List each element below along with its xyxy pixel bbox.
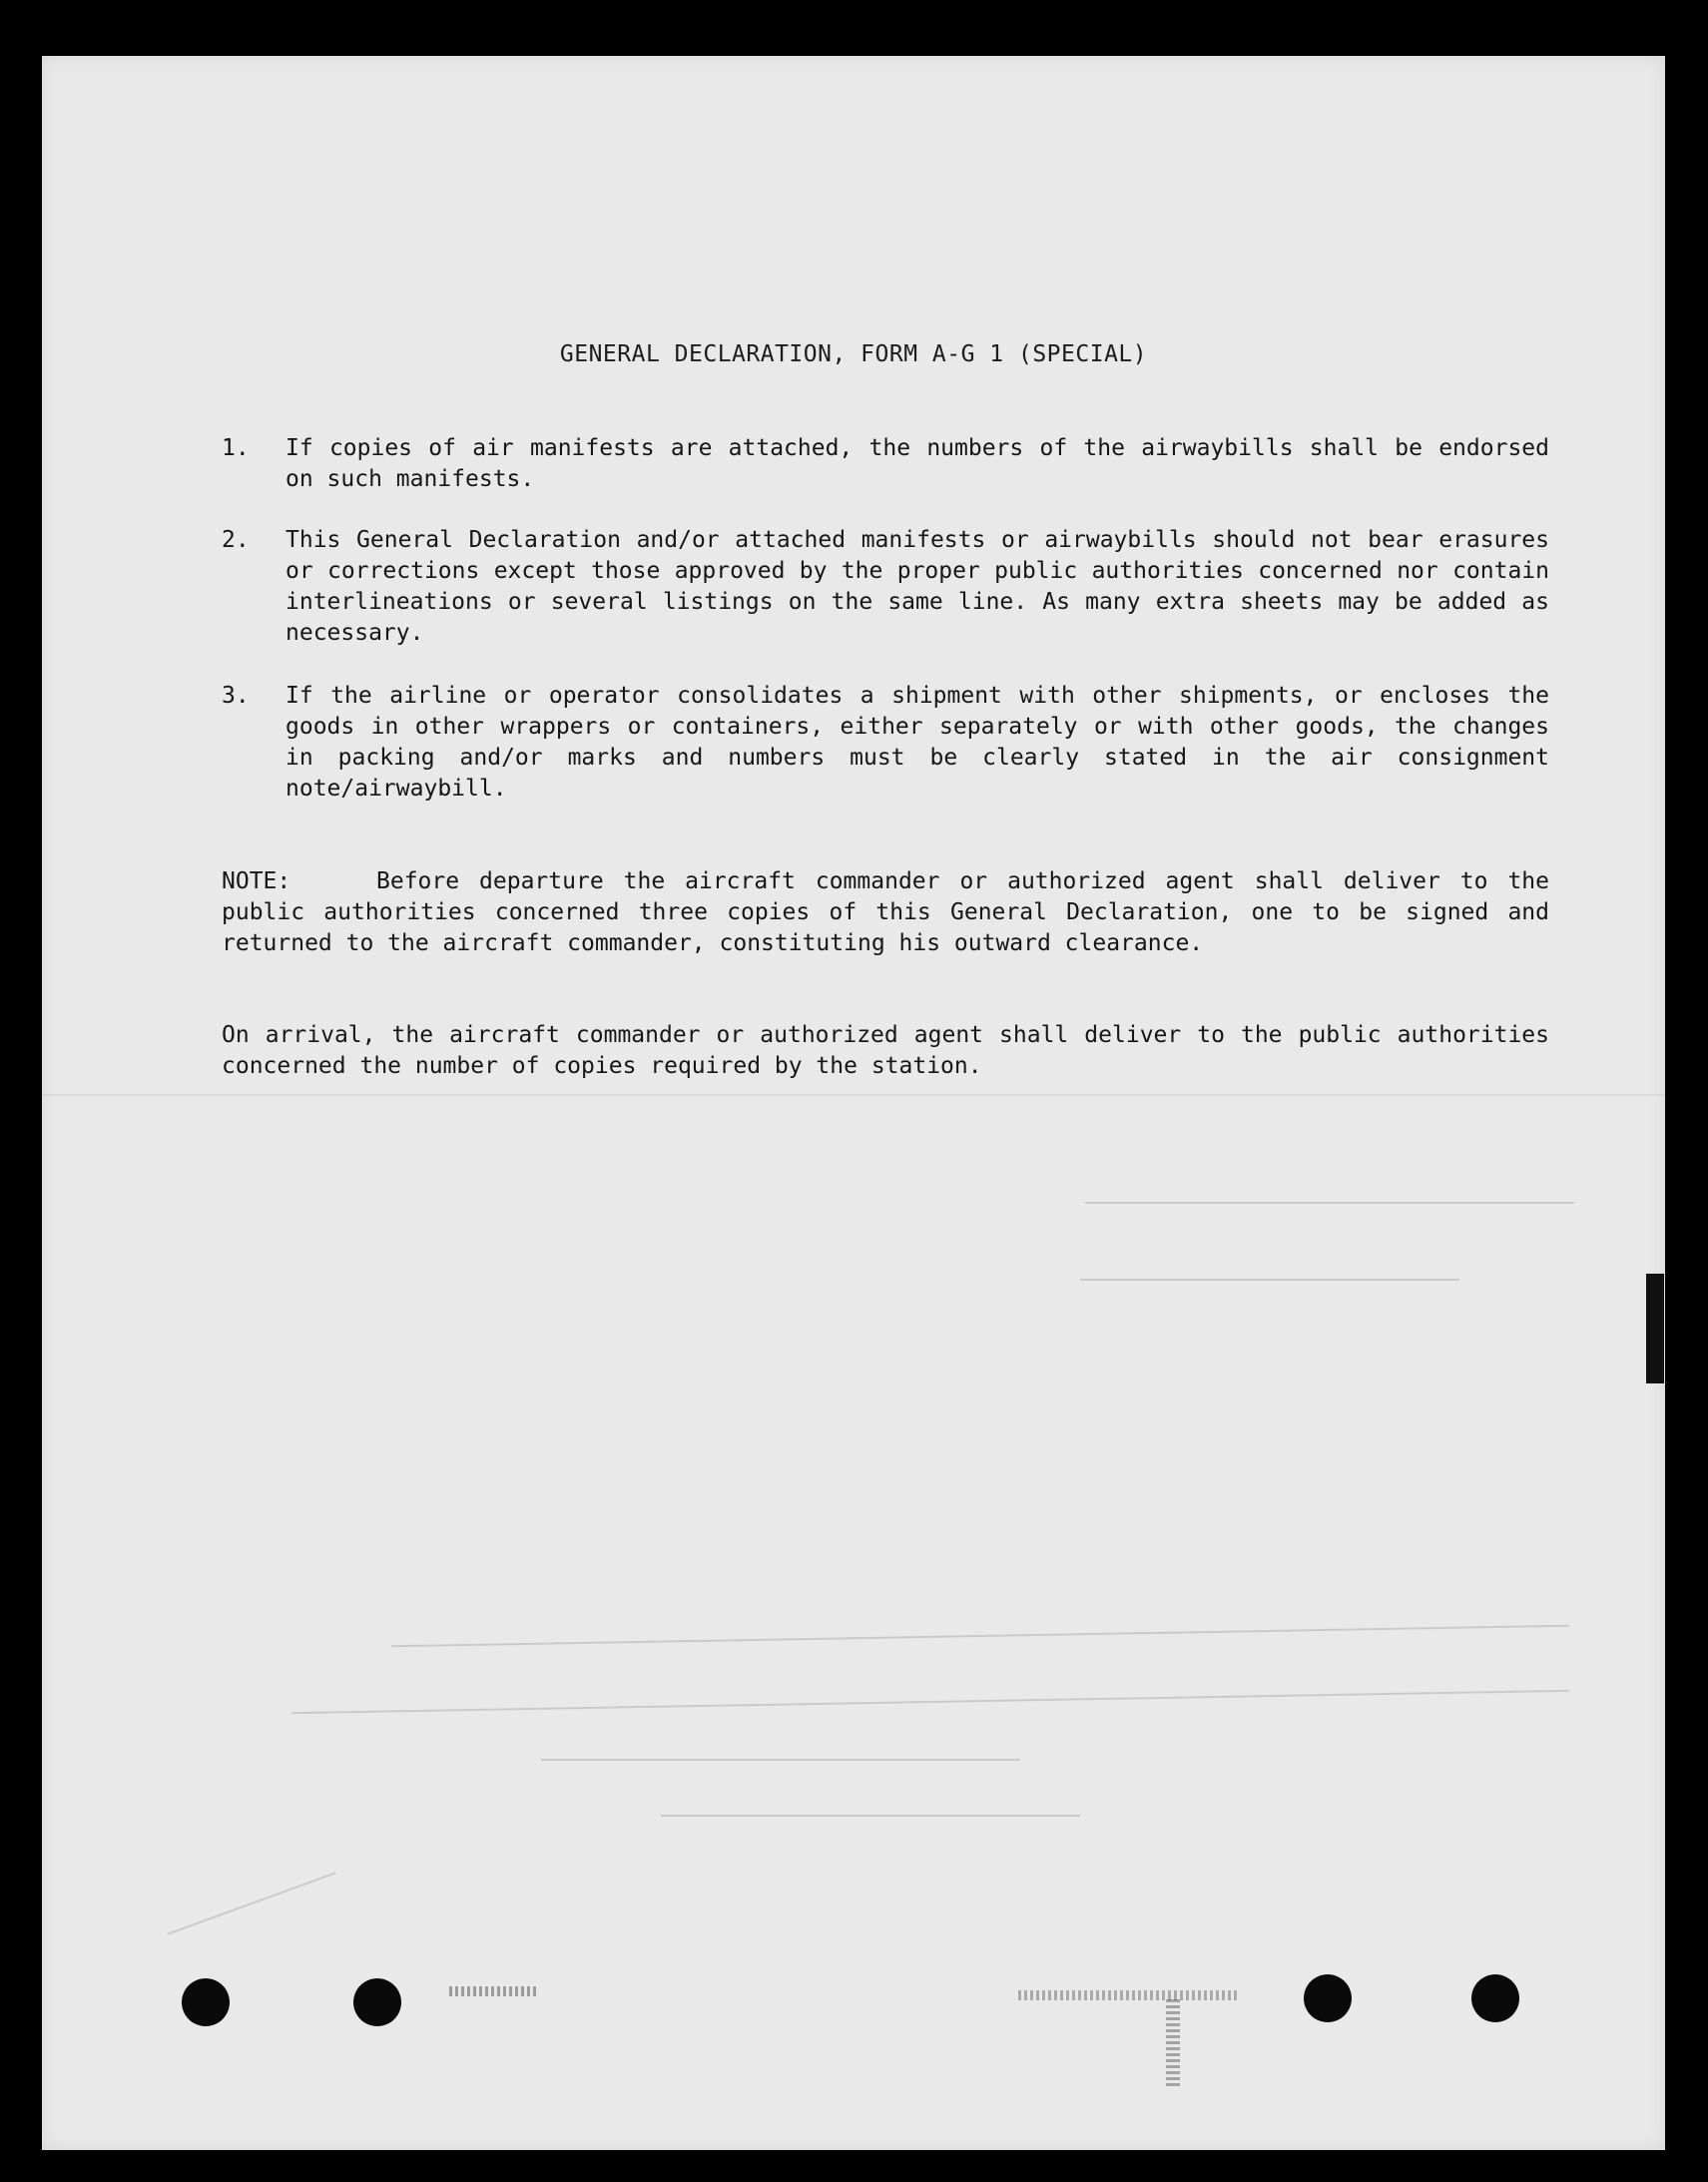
punch-hole [182, 1978, 230, 2026]
punch-hole [353, 1978, 401, 2026]
document-title: GENERAL DECLARATION, FORM A-G 1 (SPECIAL) [559, 341, 1148, 367]
item-number: 2. [222, 527, 250, 553]
page-edge-tab [1646, 1274, 1664, 1383]
instruction-item-3 [222, 681, 1549, 805]
scan-artifact [1166, 1996, 1180, 2086]
note-text: Before departure the aircraft commander or authorized agent shall deliver to the public authorities concerned three copies of this General Declaration, one to be signed and returned to the aircraft commander, constituting his outward clearance. [222, 868, 1549, 956]
instruction-item-1 [222, 433, 1549, 495]
note-label: NOTE: [222, 868, 291, 894]
item-text: If the airline or operator consolidates a shipment with other shipments, or encloses the goods in other wrappers or containers, either separately or with other goods, the changes in packing and/or marks and numbers must be clearly stated in the air consignment note/airwaybill. [285, 683, 1549, 802]
bleed-through-mark [661, 1815, 1080, 1817]
item-text: If copies of air manifests are attached, the numbers of the airwaybills shall be endorsed on such manifests. [285, 435, 1549, 492]
arrival-paragraph: On arrival, the aircraft commander or authorized agent shall deliver to the public authorities concerned the number of copies required by the station. [222, 1022, 1549, 1079]
item-number: 3. [222, 683, 250, 709]
item-number: 1. [222, 435, 250, 461]
bleed-through-mark [541, 1759, 1020, 1761]
bleed-through-mark [1080, 1279, 1459, 1281]
document-page [42, 56, 1665, 2150]
scan-artifact [449, 1986, 539, 1996]
bleed-through-mark [291, 1690, 1569, 1714]
bleed-through-mark [391, 1625, 1569, 1648]
bleed-through-mark [167, 1872, 336, 1934]
punch-hole [1471, 1974, 1519, 2022]
note-paragraph [222, 866, 1549, 959]
item-text: This General Declaration and/or attached manifests or airwaybills should not bear erasures or corrections except those approved by the proper public authorities concerned nor contain interlineations or several listings on the same line. As many extra sheets may be added as necessary. [285, 527, 1549, 646]
scan-artifact [1018, 1990, 1238, 2000]
bleed-through-mark [1085, 1202, 1574, 1204]
instruction-item-2 [222, 525, 1549, 649]
punch-hole [1304, 1974, 1352, 2022]
